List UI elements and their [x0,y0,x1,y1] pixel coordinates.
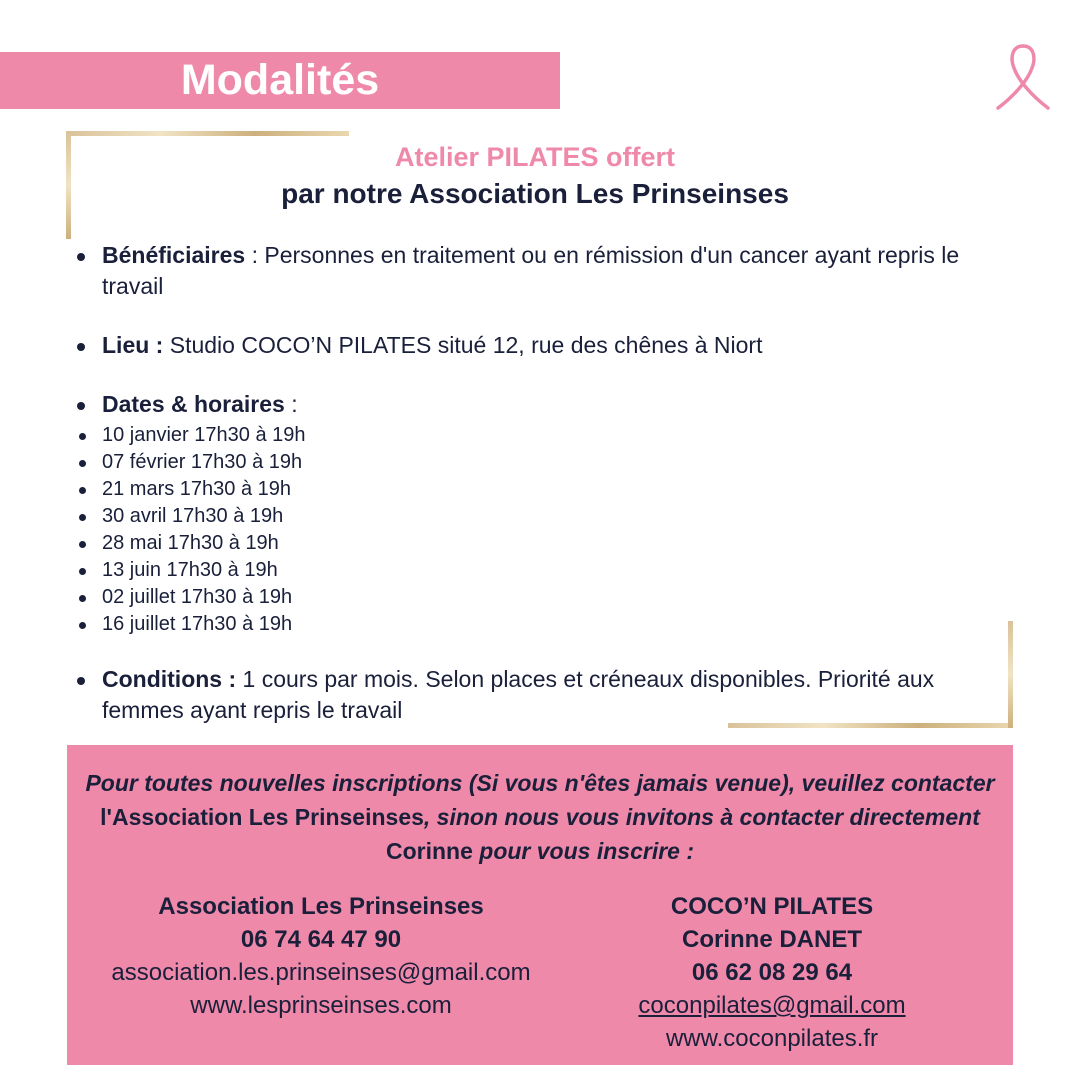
date-item: 10 janvier 17h30 à 19h [70,422,1005,449]
studio-website[interactable]: www.coconpilates.fr [665,1025,879,1052]
studio-phone[interactable]: 06 62 08 29 64 [691,959,853,986]
gold-frame-bottom-vertical [1008,621,1013,728]
list-item-beneficiaires [70,240,1005,302]
list-item-dates [70,389,1005,638]
subtitle-association: par notre Association Les Prinseinses [281,178,789,209]
date-item: 07 février 17h30 à 19h [70,449,1005,476]
dates-sublist [70,422,1005,638]
contact-studio [522,890,1022,1055]
association-website[interactable]: www.lesprinseinses.com [190,992,452,1019]
page-title: Modalités [180,56,380,104]
intro-part2: l'Association Les Prinseinses [100,804,424,830]
contact-association [71,890,571,1022]
studio-email-link[interactable]: coconpilates@gmail.com [638,992,906,1019]
association-phone[interactable]: 06 74 64 47 90 [240,926,402,953]
studio-name: COCO’N PILATES [670,893,874,920]
dates-label: Dates & horaires [102,391,285,417]
date-item: 16 juillet 17h30 à 19h [70,611,1005,638]
intro-part4: Corinne [386,838,473,864]
date-item: 13 juin 17h30 à 19h [70,557,1005,584]
dates-text: : [284,391,298,417]
list-item-lieu [70,330,1005,361]
studio-person: Corinne DANET [682,926,862,953]
date-item: 02 juillet 17h30 à 19h [70,584,1005,611]
date-item: 28 mai 17h30 à 19h [70,530,1005,557]
intro-part1: Pour toutes nouvelles inscriptions (Si vous n'êtes jamais venue), veuillez contacter [85,770,995,796]
lieu-label: Lieu : [102,332,164,358]
date-item: 21 mars 17h30 à 19h [70,476,1005,503]
beneficiaires-label: Bénéficiaires [102,242,246,268]
list-item-conditions [70,664,1005,726]
conditions-text: 1 cours par mois. Selon places et créneaux disponibles. Priorité aux femmes ayant repris le travail [102,666,935,723]
gold-frame-top-horizontal [66,131,349,136]
conditions-label: Conditions : [102,666,237,692]
pink-ribbon-icon [992,40,1054,114]
intro-part3: , sinon nous vous invitons à contacter directement [423,804,980,830]
subtitle-atelier: Atelier PILATES offert [394,142,676,172]
intro-part5: pour vous inscrire : [472,838,694,864]
date-item: 30 avril 17h30 à 19h [70,503,1005,530]
lieu-text: Studio COCO’N PILATES situé 12, rue des chênes à Niort [163,332,763,358]
beneficiaires-text: : Personnes en traitement ou en rémission d'un cancer ayant repris le travail [102,242,960,299]
association-name: Association Les Prinseinses [158,893,484,920]
details-list [70,240,1005,754]
contact-intro [67,766,1013,868]
association-email[interactable]: association.les.prinseinses@gmail.com [111,959,531,986]
